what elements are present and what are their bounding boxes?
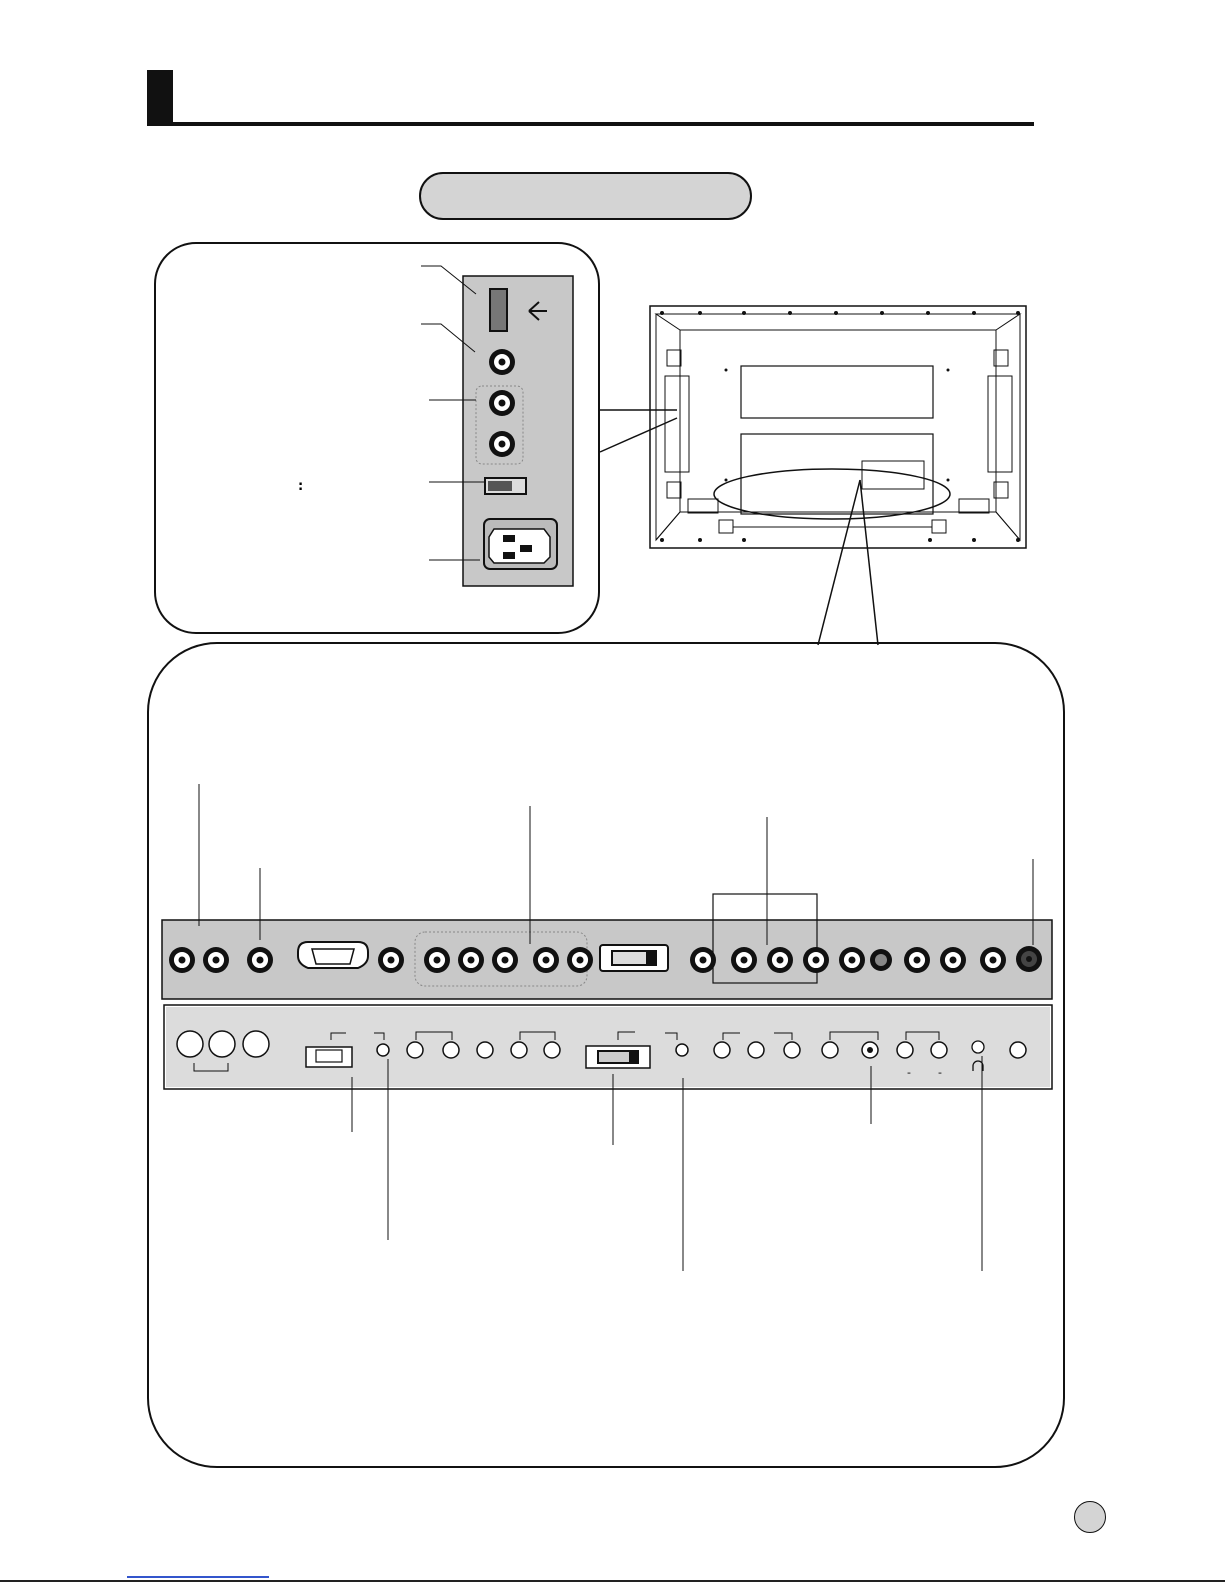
- front-terminal-strip: [164, 1005, 1052, 1089]
- front-rca-jack-8[interactable]: [784, 1042, 800, 1058]
- rear-rca-jack-15[interactable]: [904, 947, 930, 973]
- rear-rca-jack-17[interactable]: [980, 947, 1006, 973]
- front-rca-jack-12[interactable]: [1010, 1042, 1026, 1058]
- side-rca-jack-1[interactable]: [489, 349, 515, 375]
- side-rca-jack-3[interactable]: [489, 431, 515, 457]
- rear-rca-jack-14[interactable]: [839, 947, 865, 973]
- side-ac-power-inlet[interactable]: [484, 519, 557, 569]
- rear-dvi-port[interactable]: [600, 945, 668, 971]
- side-panel-colon: :: [298, 479, 304, 494]
- rear-rca-jack-12[interactable]: [767, 947, 793, 973]
- rear-rca-jack-11[interactable]: [731, 947, 757, 973]
- front-rca-jack-3[interactable]: [477, 1042, 493, 1058]
- front-dvi-port[interactable]: [586, 1046, 650, 1068]
- front-audio-mini-jack-2[interactable]: [676, 1044, 688, 1056]
- rear-rca-jack-4[interactable]: [378, 947, 404, 973]
- side-terminal-panel: [463, 276, 573, 586]
- side-power-switch[interactable]: [485, 478, 526, 494]
- front-large-jack-2[interactable]: [209, 1031, 235, 1057]
- front-minus-label-left: -: [907, 1066, 911, 1079]
- front-rca-jack-4[interactable]: [511, 1042, 527, 1058]
- tv-rear-screws: [660, 311, 1020, 542]
- tv-rear-view: [650, 306, 1026, 548]
- rear-rca-jack-6[interactable]: [458, 947, 484, 973]
- front-rca-jack-1[interactable]: [407, 1042, 423, 1058]
- front-rca-jack-2[interactable]: [443, 1042, 459, 1058]
- rear-rca-jack-8[interactable]: [533, 947, 559, 973]
- rear-vga-port[interactable]: [298, 942, 368, 968]
- front-rca-jack-11[interactable]: [931, 1042, 947, 1058]
- footer-rule: [0, 1580, 1225, 1582]
- front-rca-jack-5[interactable]: [544, 1042, 560, 1058]
- front-large-jack-1[interactable]: [177, 1031, 203, 1057]
- rear-rf-coax-input[interactable]: [1016, 946, 1042, 972]
- rear-rca-jack-3[interactable]: [247, 947, 273, 973]
- front-audio-mini-jack-1[interactable]: [377, 1044, 389, 1056]
- side-rca-jack-2[interactable]: [489, 390, 515, 416]
- rear-rca-jack-16[interactable]: [940, 947, 966, 973]
- page-number-badge: [1074, 1501, 1106, 1533]
- front-minus-label-right: -: [938, 1066, 942, 1079]
- front-rca-jack-9[interactable]: [822, 1042, 838, 1058]
- front-headphone-jack[interactable]: [972, 1041, 984, 1053]
- rear-rca-jack-10[interactable]: [690, 947, 716, 973]
- rear-rca-jack-9[interactable]: [567, 947, 593, 973]
- front-vga-port[interactable]: [306, 1047, 352, 1067]
- rear-rca-jack-5[interactable]: [424, 947, 450, 973]
- rear-rca-jack-1[interactable]: [169, 947, 195, 973]
- rear-s-video-port[interactable]: [870, 949, 892, 971]
- rear-zoom-wedge: [818, 480, 878, 645]
- footer-link-underline: [127, 1576, 269, 1578]
- front-rca-jack-10[interactable]: [897, 1042, 913, 1058]
- front-rca-jack-6[interactable]: [714, 1042, 730, 1058]
- front-large-jack-3[interactable]: [243, 1031, 269, 1057]
- side-usb-port[interactable]: [490, 289, 507, 331]
- front-s-video-port[interactable]: [862, 1042, 878, 1058]
- rear-rca-jack-7[interactable]: [492, 947, 518, 973]
- rear-terminal-strip: [162, 894, 1052, 999]
- rear-rca-jack-13[interactable]: [803, 947, 829, 973]
- front-rca-jack-7[interactable]: [748, 1042, 764, 1058]
- rear-rca-jack-2[interactable]: [203, 947, 229, 973]
